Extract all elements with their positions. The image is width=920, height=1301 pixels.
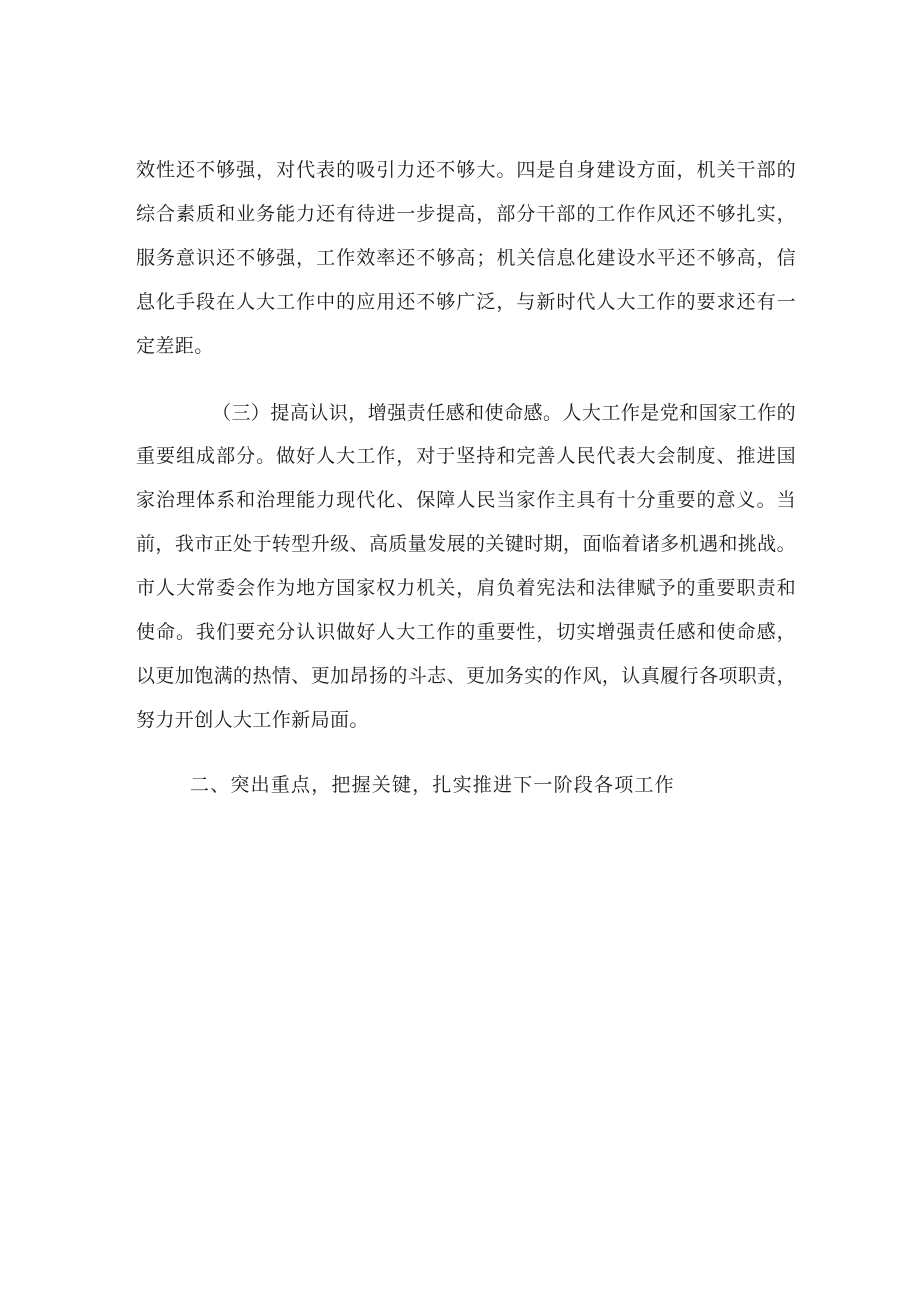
paragraph-2-line-5: 市人大常委会作为地方国家权力机关，肩负着宪法和法律赋予的重要职责和: [136, 577, 796, 599]
paragraph-1-line-2: 综合素质和业务能力还有待进一步提高，部分干部的工作作风还不够扎实，: [136, 203, 796, 225]
paragraph-2-line-3: 家治理体系和治理能力现代化、保障人民当家作主具有十分重要的意义。当: [136, 489, 796, 511]
paragraph-2-line-6: 使命。我们要充分认识做好人大工作的重要性，切实增强责任感和使命感，: [136, 621, 796, 643]
paragraph-2-line-2: 重要组成部分。做好人大工作，对于坚持和完善人民代表大会制度、推进国: [136, 445, 796, 467]
paragraph-2-line-4: 前，我市正处于转型升级、高质量发展的关键时期，面临着诸多机遇和挑战。: [136, 533, 796, 555]
section-heading: 二、突出重点，把握关键，扎实推进下一阶段各项工作: [190, 774, 675, 796]
paragraph-2-line-7: 以更加饱满的热情、更加昂扬的斗志、更加务实的作风，认真履行各项职责，: [136, 665, 796, 687]
paragraph-1-line-5: 定差距。: [136, 335, 214, 357]
paragraph-2-line-8: 努力开创人大工作新局面。: [136, 709, 369, 731]
paragraph-2-line-1: （三）提高认识，增强责任感和使命感。人大工作是党和国家工作的: [212, 402, 796, 424]
paragraph-1-line-4: 息化手段在人大工作中的应用还不够广泛，与新时代人大工作的要求还有一: [136, 291, 796, 313]
paragraph-1-line-3: 服务意识还不够强，工作效率还不够高；机关信息化建设水平还不够高，信: [136, 247, 796, 269]
paragraph-1-line-1: 效性还不够强，对代表的吸引力还不够大。四是自身建设方面，机关干部的: [136, 159, 796, 181]
